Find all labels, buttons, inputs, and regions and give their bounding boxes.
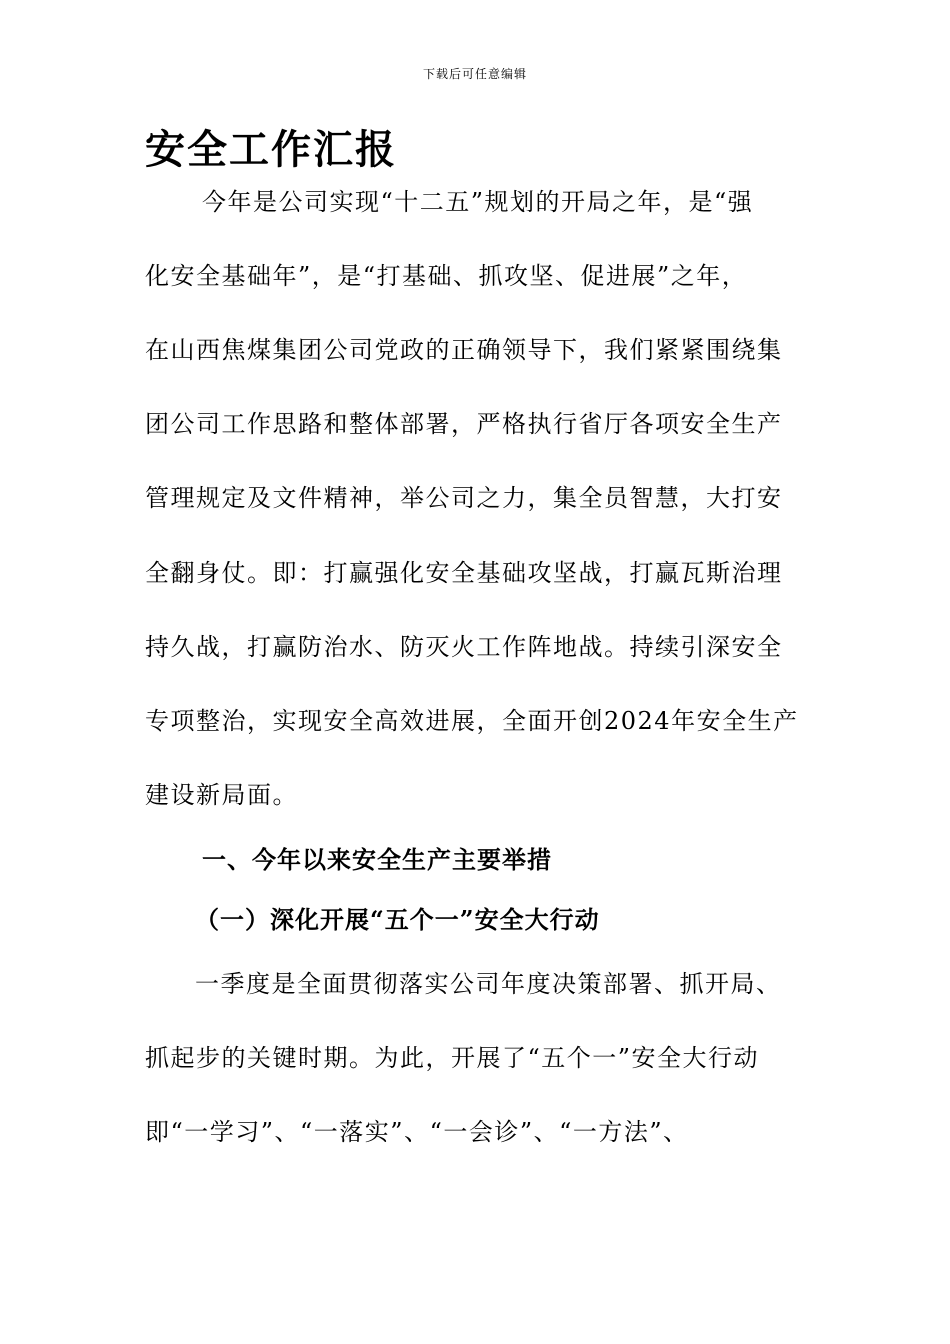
paragraph-line: 团公司工作思路和整体部署，严格执行省厅各项安全生产 [145,410,783,438]
paragraph-line: 持久战，打赢防治水、防灭火工作阵地战。持续引深安全 [145,633,783,661]
section-heading: 一、今年以来安全生产主要举措 [202,845,552,874]
paragraph-line: 抓起步的关键时期。为此，开展了“五个一”安全大行动 [145,1044,760,1072]
document-title: 安全工作汇报 [145,126,397,173]
paragraph-line: 专项整治，实现安全高效进展，全面开创2024年安全生产 [145,707,799,735]
subsection-heading: （一）深化开展“五个一”安全大行动 [195,905,600,934]
paragraph-line: 全翻身仗。即：打赢强化安全基础攻坚战，打赢瓦斯治理 [145,559,783,587]
paragraph-line: 一季度是全面贯彻落实公司年度决策部署、抓开局、 [195,970,782,998]
paragraph-line: 化安全基础年”，是“打基础、抓攻坚、促进展”之年， [145,262,748,290]
paragraph-line: 今年是公司实现“十二五”规划的开局之年，是“强 [202,188,754,216]
paragraph-line: 即“一学习”、“一落实”、“一会诊”、“一方法”、 [145,1118,689,1146]
paragraph-line: 在山西焦煤集团公司党政的正确领导下，我们紧紧围绕集 [145,336,783,364]
page-header: 下载后可任意编辑 [422,67,527,81]
paragraph-line: 管理规定及文件精神，举公司之力，集全员智慧，大打安 [145,484,783,512]
paragraph-line: 建设新局面。 [145,781,298,809]
